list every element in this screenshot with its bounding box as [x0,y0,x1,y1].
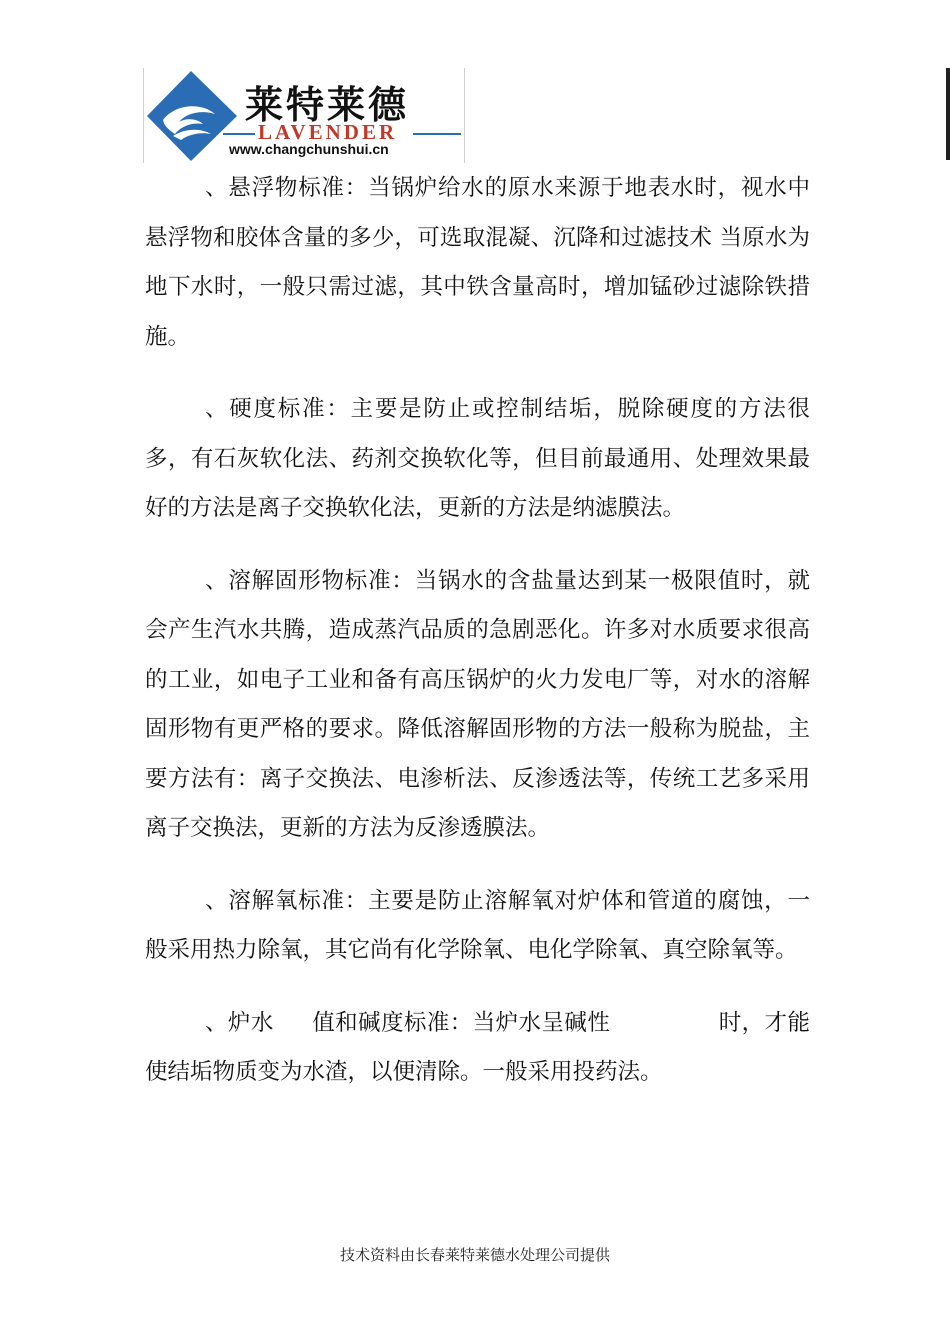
paragraph-ph-alkalinity [145,999,810,1098]
logo-rule-right [413,133,461,135]
header-right-rule [464,68,465,163]
logo-diamond-icon [145,68,240,163]
page-footer: 技术资料由长春莱特莱德水处理公司提供 [339,1246,610,1264]
logo-english-name: LAVENDER [258,120,398,144]
company-logo [145,68,463,163]
page-edge-mark [946,68,950,160]
ph-part-1: 、炉水 [205,1009,274,1036]
logo-chinese-name: 莱特莱德 [245,83,410,127]
paragraph-suspended-solids: 、悬浮物标准：当锅炉给水的原水来源于地表水时，视水中悬浮物和胶体含量的多少，可选取混凝、沉降和过滤技术 当原水为地下水时，一般只需过滤，其中铁含量高时，增加锰砂过滤除铁措施。 [145,175,810,350]
paragraph-hardness: 、硬度标准：主要是防止或控制结垢，脱除硬度的方法很多，有石灰软化法、药剂交换软化等，但目前最通用、处理效果最好的方法是离子交换软化法，更新的方法是纳滤膜法。 [145,396,810,521]
paragraph-dissolved-solids: 、溶解固形物标准：当锅水的含盐量达到某一极限值时，就会产生汽水共腾，造成蒸汽品质的急剧恶化。许多对水质要求很高的工业，如电子工业和备有高压锅炉的火力发电厂等，对水的溶解固形物有更严格的要求。降低溶解固形物的方法一般称为脱盐，主要方法有：离子交换法、电渗析法、反渗透法等，传统工艺多采用离子交换法，更新的方法为反渗透膜法。 [145,567,810,841]
ph-part-2: 值和碱度标准：当炉水呈碱性 [311,1009,611,1036]
ph-part-3: 时，才能使结垢物质变为水渣，以便清除。一般采用投药法。 [145,1009,810,1085]
header-left-rule [143,68,144,163]
paragraph-dissolved-oxygen: 、溶解氧标准：主要是防止溶解氧对炉体和管道的腐蚀，一般采用热力除氧，其它尚有化学除氧、电化学除氧、真空除氧等。 [145,887,810,963]
logo-website: www.changchunshui.cn [229,141,389,157]
document-body [145,164,810,1121]
logo-rule-left [223,133,255,135]
